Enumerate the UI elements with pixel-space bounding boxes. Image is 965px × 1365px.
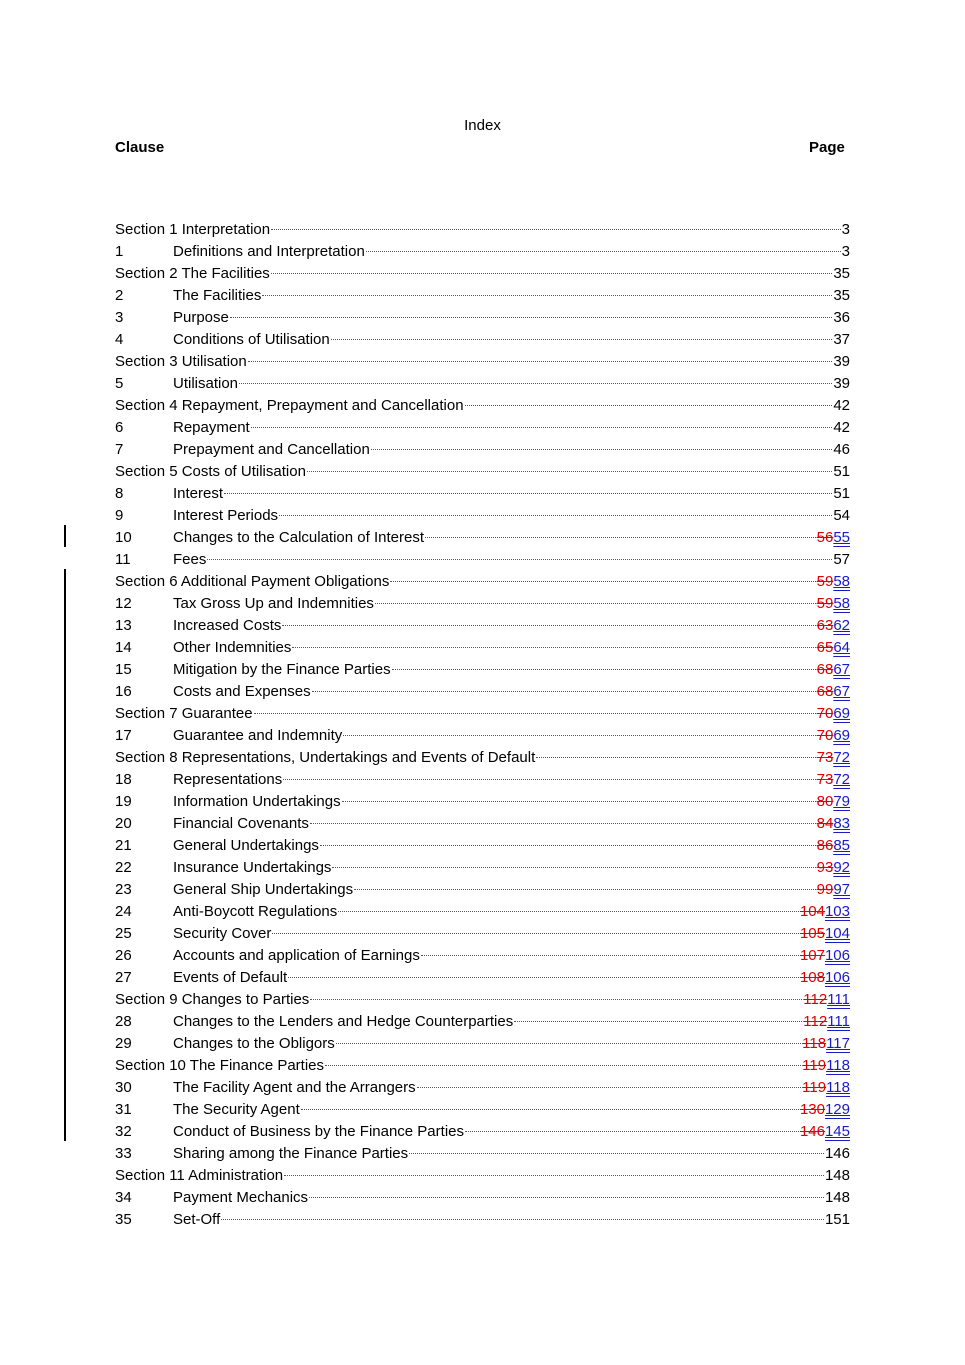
toc-page-number — [817, 813, 850, 835]
dot-leader — [343, 735, 815, 736]
toc-clause-number: 28 — [115, 1013, 132, 1030]
toc-page-number — [800, 923, 850, 945]
toc-clause-number: 11 — [115, 551, 131, 568]
toc-entry-title: Section 5 Costs of Utilisation — [115, 463, 306, 480]
toc-entry-title: Section 1 Interpretation — [115, 221, 271, 238]
toc-entry-title: Section 3 Utilisation — [115, 353, 247, 370]
deleted-page-number: 56 — [816, 529, 834, 546]
toc-clause-number: 3 — [115, 309, 124, 326]
deleted-page-number: 112 — [803, 991, 828, 1008]
dot-leader — [310, 823, 816, 824]
toc-entry[interactable] — [115, 527, 850, 549]
toc-clause-number: 5 — [115, 375, 124, 392]
toc-entry[interactable] — [115, 681, 850, 703]
dot-leader — [254, 713, 816, 714]
toc-entry[interactable] — [115, 879, 850, 901]
toc-entry-title: Interest Periods — [173, 507, 279, 524]
toc-clause-number: 20 — [115, 815, 132, 832]
toc-clause-number: 24 — [115, 903, 132, 920]
dot-leader — [248, 361, 833, 362]
toc-entry[interactable] — [115, 351, 850, 373]
toc-page-number — [802, 1077, 850, 1099]
toc-clause-number: 22 — [115, 859, 132, 876]
dot-leader — [336, 1043, 801, 1044]
toc-entry-title: General Ship Undertakings — [173, 881, 354, 898]
toc-entry-title: Mitigation by the Finance Parties — [173, 661, 391, 678]
inserted-page-number[interactable]: 62 — [833, 617, 850, 634]
toc-entry[interactable] — [115, 329, 850, 351]
toc-entry[interactable] — [115, 615, 850, 637]
inserted-page-number[interactable]: 69 — [833, 727, 850, 744]
toc-page-number: 42 — [833, 419, 850, 436]
inserted-page-number[interactable]: 97 — [833, 881, 850, 898]
dot-leader — [292, 647, 815, 648]
toc-page-number — [803, 989, 850, 1011]
toc-page-number — [817, 747, 850, 769]
dot-leader — [307, 471, 832, 472]
dot-leader — [251, 427, 833, 428]
dot-leader — [310, 999, 802, 1000]
toc-clause-number: 21 — [115, 837, 132, 854]
toc-entry[interactable] — [115, 923, 850, 945]
deleted-page-number: 99 — [816, 881, 834, 898]
dot-leader — [320, 845, 816, 846]
deleted-page-number: 68 — [816, 661, 834, 678]
inserted-page-number[interactable]: 72 — [833, 749, 850, 766]
toc-page-number: 3 — [841, 243, 850, 260]
dot-leader — [271, 229, 841, 230]
toc-page-number — [817, 835, 850, 857]
toc-entry-title: Section 10 The Finance Parties — [115, 1057, 325, 1074]
dot-leader — [207, 559, 832, 560]
toc-entry[interactable] — [115, 747, 850, 769]
toc-entry-title: Section 11 Administration — [115, 1167, 284, 1184]
deleted-page-number: 70 — [816, 705, 834, 722]
deleted-page-number: 119 — [802, 1079, 827, 1096]
toc-entry-title: The Facility Agent and the Arrangers — [173, 1079, 416, 1096]
toc-clause-number: 12 — [115, 595, 132, 612]
toc-clause-number: 29 — [115, 1035, 132, 1052]
dot-leader — [312, 691, 816, 692]
dot-leader — [309, 1197, 824, 1198]
toc-entry-title: Purpose — [173, 309, 229, 326]
inserted-page-number[interactable]: 117 — [826, 1035, 850, 1052]
toc-entry[interactable] — [115, 901, 850, 923]
toc-entry-title: Section 7 Guarantee — [115, 705, 253, 722]
toc-page-number: 146 — [824, 1145, 850, 1162]
toc-clause-number: 7 — [115, 441, 124, 458]
toc-entry-title: Repayment — [173, 419, 250, 436]
clause-column-header: Clause — [115, 139, 165, 156]
toc-page-number: 36 — [833, 309, 850, 326]
inserted-page-number[interactable]: 79 — [833, 793, 850, 810]
toc-page-number: 57 — [833, 551, 850, 568]
toc-clause-number: 13 — [115, 617, 132, 634]
toc-entry[interactable] — [115, 989, 850, 1011]
dot-leader — [221, 1219, 824, 1220]
toc-entry[interactable] — [115, 1033, 850, 1055]
dot-leader — [272, 933, 799, 934]
deleted-page-number: 59 — [816, 573, 834, 590]
toc-clause-number: 9 — [115, 507, 124, 524]
toc-entry[interactable] — [115, 835, 850, 857]
dot-leader — [282, 625, 815, 626]
inserted-page-number[interactable]: 85 — [833, 837, 850, 854]
toc-entry-title: Anti-Boycott Regulations — [173, 903, 338, 920]
toc-entry-title: Changes to the Obligors — [173, 1035, 335, 1052]
toc-clause-number: 2 — [115, 287, 124, 304]
toc-clause-number: 30 — [115, 1079, 132, 1096]
toc-entry[interactable] — [115, 769, 850, 791]
toc-page-number — [800, 967, 850, 989]
toc-entry[interactable] — [115, 967, 850, 989]
toc-entry-title: Conduct of Business by the Finance Parties — [173, 1123, 464, 1140]
deleted-page-number: 65 — [816, 639, 834, 656]
toc-entry-title: Changes to the Calculation of Interest — [173, 529, 424, 546]
toc-entry-title: The Security Agent — [173, 1101, 300, 1118]
toc-entry[interactable] — [115, 637, 850, 659]
toc-clause-number: 32 — [115, 1123, 132, 1140]
toc-entry[interactable] — [115, 813, 850, 835]
dot-leader — [239, 383, 832, 384]
dot-leader — [354, 889, 816, 890]
toc-entry-title: Interest — [173, 485, 224, 502]
toc-page-number — [817, 571, 850, 593]
toc-page-number — [817, 879, 850, 901]
deleted-page-number: 59 — [816, 595, 834, 612]
toc-entry-title: Financial Covenants — [173, 815, 309, 832]
toc-entry[interactable] — [115, 1099, 850, 1121]
toc-clause-number: 25 — [115, 925, 132, 942]
dot-leader — [332, 867, 815, 868]
dot-leader — [375, 603, 816, 604]
toc-entry-title: Guarantee and Indemnity — [173, 727, 343, 744]
toc-entry[interactable] — [115, 395, 850, 417]
toc-clause-number: 1 — [115, 243, 124, 260]
toc-entry[interactable] — [115, 725, 850, 747]
deleted-page-number: 73 — [816, 771, 834, 788]
toc-clause-number: 10 — [115, 529, 132, 546]
inserted-page-number[interactable]: 58 — [833, 573, 850, 590]
toc-entry[interactable] — [115, 659, 850, 681]
inserted-page-number[interactable]: 83 — [833, 815, 850, 832]
toc-entry[interactable] — [115, 1011, 850, 1033]
inserted-page-number[interactable]: 118 — [826, 1079, 850, 1096]
deleted-page-number: 119 — [802, 1057, 827, 1074]
toc-entry[interactable] — [115, 1055, 850, 1077]
toc-page-number: 148 — [824, 1167, 850, 1184]
toc-page-number — [817, 725, 850, 747]
toc-entry[interactable] — [115, 1165, 850, 1187]
dot-leader — [409, 1153, 824, 1154]
toc-clause-number: 8 — [115, 485, 124, 502]
toc-entry-title: The Facilities — [173, 287, 262, 304]
deleted-page-number: 130 — [799, 1101, 825, 1118]
toc-page-number — [802, 1033, 850, 1055]
toc-entry[interactable] — [115, 505, 850, 527]
deleted-page-number: 93 — [816, 859, 834, 876]
toc-clause-number: 17 — [115, 727, 132, 744]
toc-clause-number: 15 — [115, 661, 132, 678]
toc-entry-title: Section 6 Additional Payment Obligations — [115, 573, 390, 590]
inserted-page-number[interactable]: 92 — [833, 859, 850, 876]
toc-entry-title: Section 8 Representations, Undertakings and Events of Default — [115, 749, 536, 766]
inserted-page-number[interactable]: 106 — [824, 969, 850, 986]
toc-page-number: 35 — [833, 265, 850, 282]
toc-entry-title: Section 4 Repayment, Prepayment and Cancellation — [115, 397, 464, 414]
toc-entry[interactable] — [115, 241, 850, 263]
toc-entry-title: Utilisation — [173, 375, 239, 392]
dot-leader — [284, 1175, 824, 1176]
toc-entry[interactable] — [115, 219, 850, 241]
toc-entry[interactable] — [115, 571, 850, 593]
dot-leader — [465, 1131, 799, 1132]
dot-leader — [230, 317, 832, 318]
inserted-page-number[interactable]: 58 — [833, 595, 850, 612]
toc-entry-title: Changes to the Lenders and Hedge Counterparties — [173, 1013, 514, 1030]
toc-entry-title: Events of Default — [173, 969, 288, 986]
change-bar — [64, 525, 66, 547]
inserted-page-number[interactable]: 69 — [833, 705, 850, 722]
toc-entry[interactable] — [115, 307, 850, 329]
toc-clause-number: 27 — [115, 969, 132, 986]
toc-entry[interactable] — [115, 549, 850, 571]
toc-entry[interactable] — [115, 1143, 850, 1165]
dot-leader — [421, 955, 799, 956]
toc-entry-title: Accounts and application of Earnings — [173, 947, 420, 964]
toc-clause-number: 4 — [115, 331, 124, 348]
toc-entry[interactable] — [115, 285, 850, 307]
deleted-page-number: 112 — [803, 1013, 828, 1030]
toc-entry[interactable] — [115, 791, 850, 813]
toc-clause-number: 33 — [115, 1145, 132, 1162]
toc-page-number: 51 — [833, 485, 850, 502]
deleted-page-number: 84 — [816, 815, 834, 832]
toc-clause-number: 14 — [115, 639, 132, 656]
inserted-page-number[interactable]: 111 — [827, 1013, 850, 1030]
dot-leader — [514, 1021, 802, 1022]
toc-clause-number: 19 — [115, 793, 132, 810]
toc-page-number — [817, 659, 850, 681]
dot-leader — [392, 669, 816, 670]
dot-leader — [371, 449, 833, 450]
inserted-page-number[interactable]: 64 — [833, 639, 850, 656]
deleted-page-number: 104 — [799, 903, 825, 920]
toc-entry[interactable] — [115, 1209, 850, 1231]
dot-leader — [342, 801, 816, 802]
toc-clause-number: 26 — [115, 947, 132, 964]
toc-page-number — [803, 1011, 850, 1033]
toc-entry-title: Section 2 The Facilities — [115, 265, 270, 282]
toc-entry-title: Payment Mechanics — [173, 1189, 309, 1206]
deleted-page-number: 146 — [799, 1123, 825, 1140]
toc-page-number: 42 — [833, 397, 850, 414]
toc-clause-number: 16 — [115, 683, 132, 700]
toc-entry[interactable] — [115, 461, 850, 483]
toc-page-number — [817, 769, 850, 791]
inserted-page-number[interactable]: 72 — [833, 771, 850, 788]
page-column-header: Page — [809, 139, 845, 156]
toc-page-number — [800, 945, 850, 967]
dot-leader — [271, 273, 833, 274]
dot-leader — [224, 493, 832, 494]
toc-entry-title: Insurance Undertakings — [173, 859, 332, 876]
toc-page-number — [817, 527, 850, 549]
toc-page-number: 46 — [833, 441, 850, 458]
deleted-page-number: 86 — [816, 837, 834, 854]
toc-page-number: 148 — [824, 1189, 850, 1206]
dot-leader — [262, 295, 832, 296]
inserted-page-number[interactable]: 67 — [833, 661, 850, 678]
toc-page-number — [817, 791, 850, 813]
toc-entry-title: Costs and Expenses — [173, 683, 311, 700]
toc-entry-title: Prepayment and Cancellation — [173, 441, 370, 458]
toc-entry-title: Fees — [173, 551, 207, 568]
toc-entry-title: Information Undertakings — [173, 793, 341, 810]
toc-clause-number: 23 — [115, 881, 132, 898]
toc-entry[interactable] — [115, 373, 850, 395]
deleted-page-number: 105 — [799, 925, 825, 942]
toc-page-number: 51 — [833, 463, 850, 480]
table-of-contents — [115, 219, 850, 1231]
deleted-page-number: 80 — [816, 793, 834, 810]
inserted-page-number[interactable]: 145 — [824, 1123, 850, 1140]
toc-entry[interactable] — [115, 417, 850, 439]
toc-entry[interactable] — [115, 483, 850, 505]
dot-leader — [417, 1087, 802, 1088]
dot-leader — [331, 339, 833, 340]
toc-page-number: 35 — [833, 287, 850, 304]
toc-page-number — [817, 593, 850, 615]
toc-entry[interactable] — [115, 439, 850, 461]
toc-page-number: 54 — [833, 507, 850, 524]
inserted-page-number[interactable]: 104 — [824, 925, 850, 942]
toc-page-number — [817, 637, 850, 659]
toc-entry-title: Conditions of Utilisation — [173, 331, 330, 348]
toc-page-number — [802, 1055, 850, 1077]
deleted-page-number: 107 — [799, 947, 825, 964]
toc-page-number — [800, 1099, 850, 1121]
toc-clause-number: 6 — [115, 419, 124, 436]
toc-page-number — [800, 901, 850, 923]
toc-page-number: 37 — [833, 331, 850, 348]
toc-page-number — [800, 1121, 850, 1143]
toc-entry-title: Other Indemnities — [173, 639, 292, 656]
deleted-page-number: 63 — [816, 617, 834, 634]
toc-page-number: 3 — [841, 221, 850, 238]
toc-entry-title: Definitions and Interpretation — [173, 243, 365, 260]
toc-clause-number: 34 — [115, 1189, 132, 1206]
inserted-page-number[interactable]: 129 — [824, 1101, 850, 1118]
toc-entry-title: Tax Gross Up and Indemnities — [173, 595, 374, 612]
dot-leader — [465, 405, 833, 406]
toc-entry-title: Sharing among the Finance Parties — [173, 1145, 409, 1162]
dot-leader — [390, 581, 815, 582]
toc-entry-title: Security Cover — [173, 925, 272, 942]
toc-page-number: 151 — [824, 1211, 850, 1228]
toc-entry[interactable] — [115, 857, 850, 879]
deleted-page-number: 108 — [799, 969, 825, 986]
toc-page-number: 39 — [833, 375, 850, 392]
toc-page-number — [817, 857, 850, 879]
toc-page-number — [817, 681, 850, 703]
toc-entry[interactable] — [115, 1077, 850, 1099]
change-bar — [64, 569, 66, 1141]
index-title: Index — [464, 117, 501, 134]
deleted-page-number: 118 — [802, 1035, 827, 1052]
toc-entry[interactable] — [115, 593, 850, 615]
dot-leader — [283, 779, 815, 780]
dot-leader — [288, 977, 799, 978]
toc-entry[interactable] — [115, 263, 850, 285]
dot-leader — [338, 911, 799, 912]
toc-clause-number: 31 — [115, 1101, 132, 1118]
inserted-page-number[interactable]: 67 — [833, 683, 850, 700]
inserted-page-number[interactable]: 55 — [833, 529, 850, 546]
toc-page-number — [817, 703, 850, 725]
inserted-page-number[interactable]: 118 — [826, 1057, 850, 1074]
toc-entry[interactable] — [115, 945, 850, 967]
dot-leader — [536, 757, 815, 758]
dot-leader — [325, 1065, 801, 1066]
dot-leader — [366, 251, 841, 252]
deleted-page-number: 70 — [816, 727, 834, 744]
dot-leader — [301, 1109, 799, 1110]
toc-page-number — [817, 615, 850, 637]
deleted-page-number: 68 — [816, 683, 834, 700]
toc-entry-title: Section 9 Changes to Parties — [115, 991, 310, 1008]
toc-entry-title: Increased Costs — [173, 617, 282, 634]
dot-leader — [425, 537, 816, 538]
toc-entry-title: Representations — [173, 771, 283, 788]
toc-clause-number: 18 — [115, 771, 132, 788]
toc-entry-title: General Undertakings — [173, 837, 319, 854]
toc-clause-number: 35 — [115, 1211, 132, 1228]
dot-leader — [279, 515, 832, 516]
toc-entry[interactable] — [115, 1187, 850, 1209]
inserted-page-number[interactable]: 111 — [827, 991, 850, 1008]
toc-page-number: 39 — [833, 353, 850, 370]
inserted-page-number[interactable]: 103 — [824, 903, 850, 920]
inserted-page-number[interactable]: 106 — [824, 947, 850, 964]
toc-entry[interactable] — [115, 703, 850, 725]
toc-entry[interactable] — [115, 1121, 850, 1143]
toc-entry-title: Set-Off — [173, 1211, 221, 1228]
deleted-page-number: 73 — [816, 749, 834, 766]
